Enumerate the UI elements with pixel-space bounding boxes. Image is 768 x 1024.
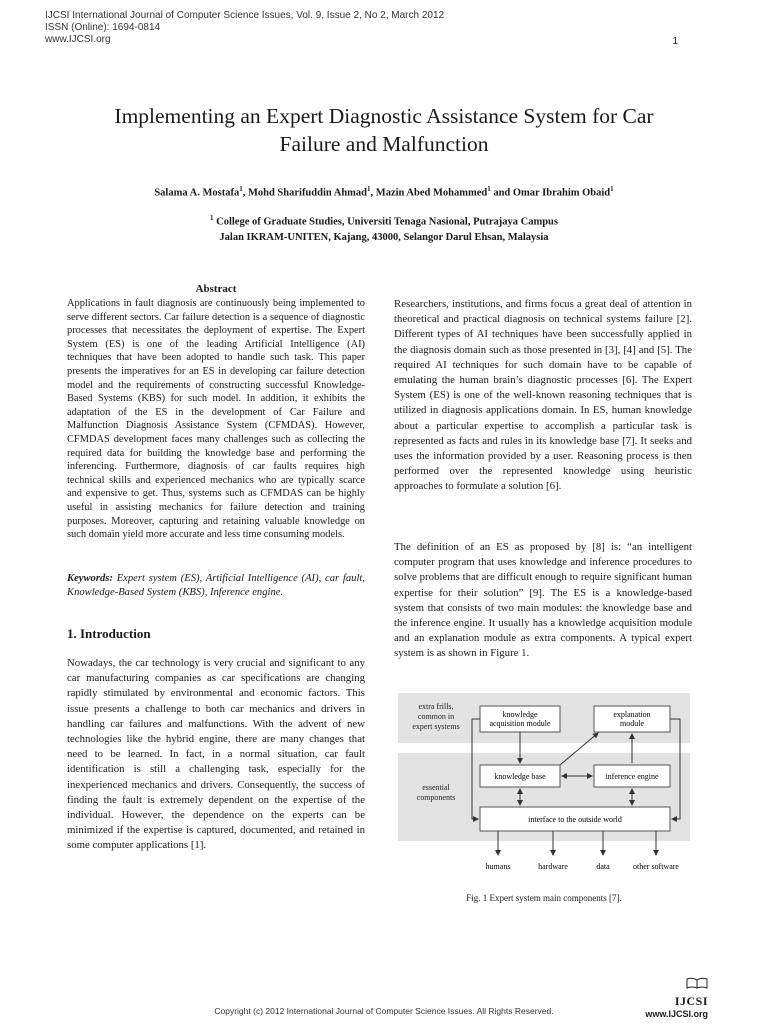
author-name: Mohd Sharifuddin Ahmad — [247, 187, 368, 199]
authors — [60, 185, 708, 199]
keywords-label: Keywords: — [67, 573, 113, 584]
figure-1-diagram — [398, 693, 690, 877]
logo-text: IJCSI — [674, 994, 708, 1008]
author-name: Omar Ibrahim Obaid — [512, 187, 611, 199]
journal-header — [45, 10, 444, 46]
section-heading: 1. Introduction — [67, 626, 151, 641]
affiliation — [60, 211, 708, 245]
author-affil-mark: 1 — [367, 185, 371, 193]
author-affil-mark: 1 — [239, 185, 243, 193]
author-name: Salama A. Mostafa — [154, 187, 240, 199]
journal-issn: ISSN (Online): 1694-0814 — [45, 22, 161, 33]
author-affil-mark: 1 — [487, 185, 491, 193]
extras-label-line: extra frills, — [418, 702, 454, 711]
author-affil-mark: 1 — [610, 185, 614, 193]
book-icon — [686, 977, 708, 989]
intro-paragraph-3: The definition of an ES as proposed by [8] is: “an intelligent computer program that uses knowledge and inference procedures to solve problems that are difficult enough to require significant human expertise for their solution” [9]. The ES is a knowledge-based system that consists of two main modules: the knowledge base and the inference engine. It usually has a knowledge acquisition module and an explanation module as extra components. A typical expert system is as shown in Figure 1. — [394, 541, 692, 660]
affiliation-line2: Jalan IKRAM-UNITEN, Kajang, 43000, Selangor Darul Ehsan, Malaysia — [219, 231, 549, 243]
abstract-heading: Abstract — [195, 283, 237, 295]
extras-label-line: common in — [417, 712, 455, 721]
abstract-text: Applications in fault diagnosis are continuously being implemented to serve different sectors. Car failure detection is a sequence of diagnostic processes that necessitates the deployment of expertise. The Expert System (ES) is one of the leading Artificial Intelligence (AI) techniques that have been adopted to handle such task. This paper presents the imperatives for an ES in developing car failure detection model and the requirements of constructing successful Knowledge-Based Systems (KBS) for such model. In addition, it exhibits the adaptation of the ES in the development of Car Failure and Malfunction Diagnosis Assistance System (CFMDAS). However, CFMDAS development faces many challenges such as collecting the required data for building the knowledge base and performing the inferencing. Furthermore, diagnosis of car faults requires high technical skills and experienced mechanics who are typically scarce and expensive to get. Thus, systems such as CFMDAS can be highly useful in assisting mechanics for failure detection and training purposes. Moreover, capturing and retaining valuable knowledge on such domain yield more accurate and less time consuming models. — [67, 298, 365, 541]
journal-header-line1: IJCSI International Journal of Computer Science Issues, Vol. 9, Issue 2, No 2, March 2012 — [45, 10, 445, 21]
affiliation-line1: College of Graduate Studies, Universiti Tenaga Nasional, Putrajaya Campus — [216, 216, 558, 228]
intro-paragraph-1: Nowadays, the car technology is very crucial and significant to any car manufacturing companies as car specifications are changing rapidly stimulated by environmental and economic factors. This issue presents a challenge to both car mechanics and drivers in handling car failures and malfunctions. With the advent of new technologies like the hybrid engine, there are many changes that need to be learned. In fact, in a normal situation, car fault identification is still a challenging task, especially for the inexperienced mechanics and drivers. Consequently, the success of finding the fault is extremely dependent on the expertise of the individual. However, the dependence on the experts can be minimized if the expertise is captured, documented, and retained in some computer applications [1]. — [67, 657, 365, 852]
copyright-footer: Copyright (c) 2012 International Journal of Computer Science Issues. All Rights Reserved. — [214, 1006, 554, 1016]
author-name: Mazin Abed Mohammed — [375, 187, 488, 199]
explanation-module-label: module — [620, 719, 644, 728]
explanation-module-label: explanation — [613, 710, 651, 719]
figure-caption: Fig. 1 Expert system main components [7]. — [466, 893, 622, 903]
page-number: 1 — [672, 36, 678, 47]
keywords-text: Expert system (ES), Artificial Intelligence (AI), car fault, Knowledge-Based System (KBS), Inference engine. — [67, 573, 365, 598]
intro-paragraph-2: Researchers, institutions, and firms focus a great deal of attention in theoretical and practical diagnosis on technical systems failure [2]. Different types of AI techniques have been successfully applied in the diagnosis domain such as those presented in [3], [4] and [5]. The required AI techniques for such domain have to be capable of emulating the human brain’s diagnostic processes [6]. The Expert System (ES) is one of the well-known reasoning techniques that is utilized in diagnosis applications domain. In ES, human knowledge about a particular expertise to accomplish a particular task is represented as facts and rules in its knowledge base [7]. It seeks and uses the information provided by a user. Reasoning process is then performed over the represented knowledge using heuristic approaches to formulate a solution [6]. — [394, 298, 692, 493]
knowledge-acquisition-label: acquisition module — [489, 719, 551, 728]
extras-label-line: expert systems — [412, 722, 460, 731]
keywords — [67, 572, 365, 600]
essential-label-line: components — [416, 793, 456, 802]
output-other-software: other software — [633, 862, 679, 871]
interface-label: interface to the outside world — [528, 815, 622, 824]
essential-label-line: essential — [422, 783, 450, 792]
author-separator: , — [370, 187, 376, 199]
paper-title-line1: Implementing an Expert Diagnostic Assistance System for Car — [114, 104, 654, 128]
journal-url[interactable]: www.IJCSI.org — [45, 34, 111, 45]
author-separator: and — [490, 187, 513, 199]
paper-title-line2: Failure and Malfunction — [279, 132, 489, 156]
output-humans: humans — [485, 862, 511, 871]
knowledge-acquisition-label: knowledge — [502, 710, 538, 719]
output-data: data — [596, 862, 610, 871]
affiliation-mark: 1 — [210, 214, 214, 222]
knowledge-base-label: knowledge base — [494, 772, 546, 781]
output-hardware: hardware — [538, 862, 568, 871]
ijcsi-logo — [645, 976, 708, 1019]
inference-engine-label: inference engine — [605, 772, 659, 781]
author-separator: , — [242, 187, 248, 199]
paper-title — [60, 102, 708, 158]
logo-url[interactable]: www.IJCSI.org — [645, 1009, 708, 1019]
